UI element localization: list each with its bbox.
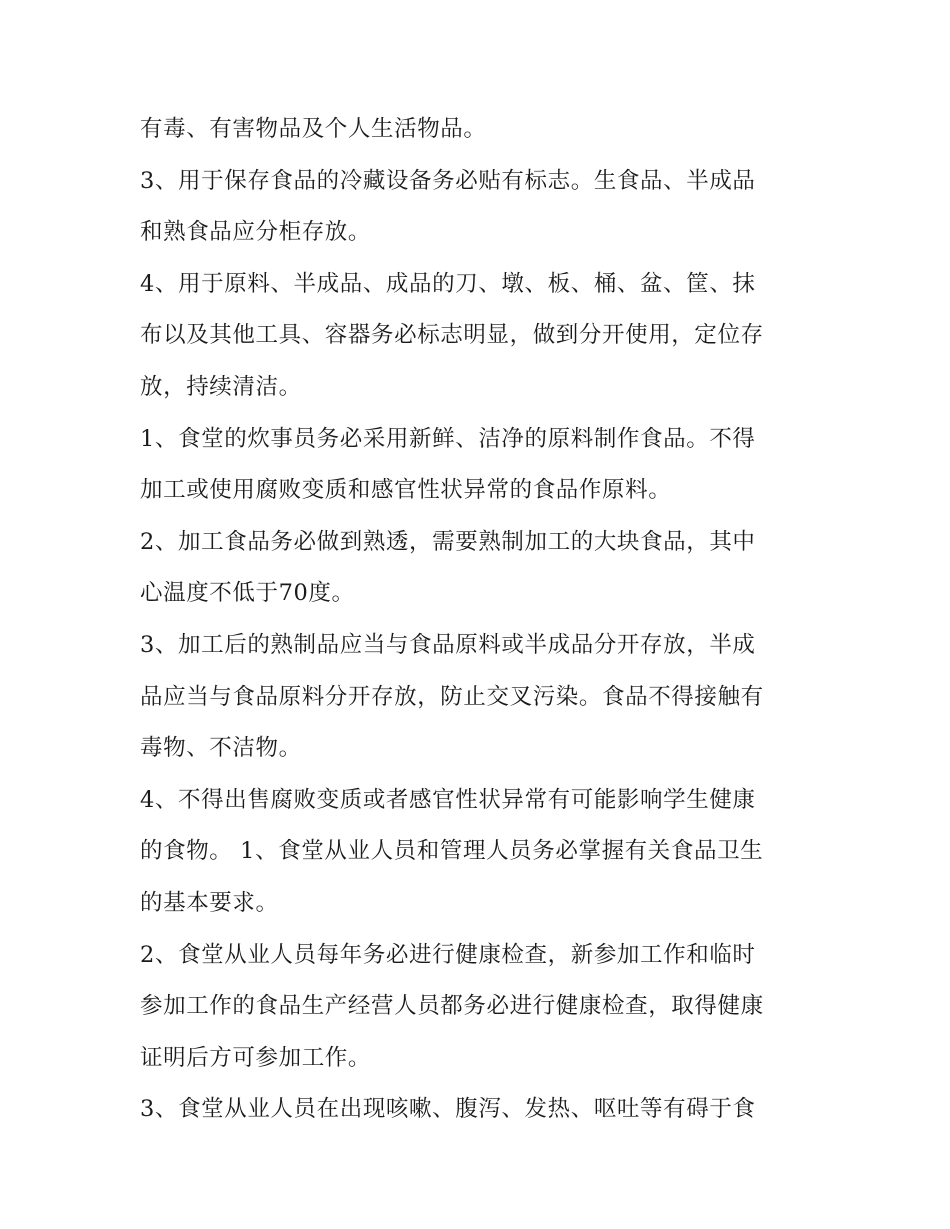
text-line: 放，持续清洁。 (140, 373, 302, 400)
text-line: 4、用于原料、半成品、成品的刀、墩、板、桶、盆、筐、抹 (140, 270, 756, 297)
text-line: 3、用于保存食品的冷藏设备务必贴有标志。生食品、半成品 (140, 167, 756, 194)
text-line: 参加工作的食品生产经营人员都务必进行健康检查，取得健康 (140, 993, 764, 1020)
text-line: 有毒、有害物品及个人生活物品。 (140, 116, 487, 142)
text-line: 毒物、不洁物。 (140, 735, 302, 762)
text-line: 的食物。 1、食堂从业人员和管理人员务必掌握有关食品卫生 (140, 838, 764, 865)
text-line: 布以及其他工具、容器务必标志明显，做到分开使用，定位存 (140, 322, 764, 349)
text-line: 和熟食品应分柜存放。 (140, 219, 372, 246)
text-line: 品应当与食品原料分开存放，防止交叉污染。食品不得接触有 (140, 683, 764, 710)
text-line: 4、不得出售腐败变质或者感官性状异常有可能影响学生健康 (140, 786, 756, 813)
document-body (140, 104, 820, 1136)
text-line: 加工或使用腐败变质和感官性状异常的食品作原料。 (140, 477, 672, 504)
text-line: 证明后方可参加工作。 (140, 1044, 372, 1071)
text-line: 3、加工后的熟制品应当与食品原料或半成品分开存放，半成 (140, 631, 756, 658)
text-line: 2、食堂从业人员每年务必进行健康检查，新参加工作和临时 (140, 941, 756, 968)
text-line: 1、食堂的炊事员务必采用新鲜、洁净的原料制作食品。不得 (140, 425, 756, 452)
text-line: 2、加工食品务必做到熟透，需要熟制加工的大块食品，其中 (140, 528, 756, 555)
text-line: 心温度不低于70度。 (140, 580, 355, 607)
text-line: 的基本要求。 (140, 889, 279, 916)
text-line: 3、食堂从业人员在出现咳嗽、腹泻、发热、呕吐等有碍于食 (140, 1096, 756, 1123)
